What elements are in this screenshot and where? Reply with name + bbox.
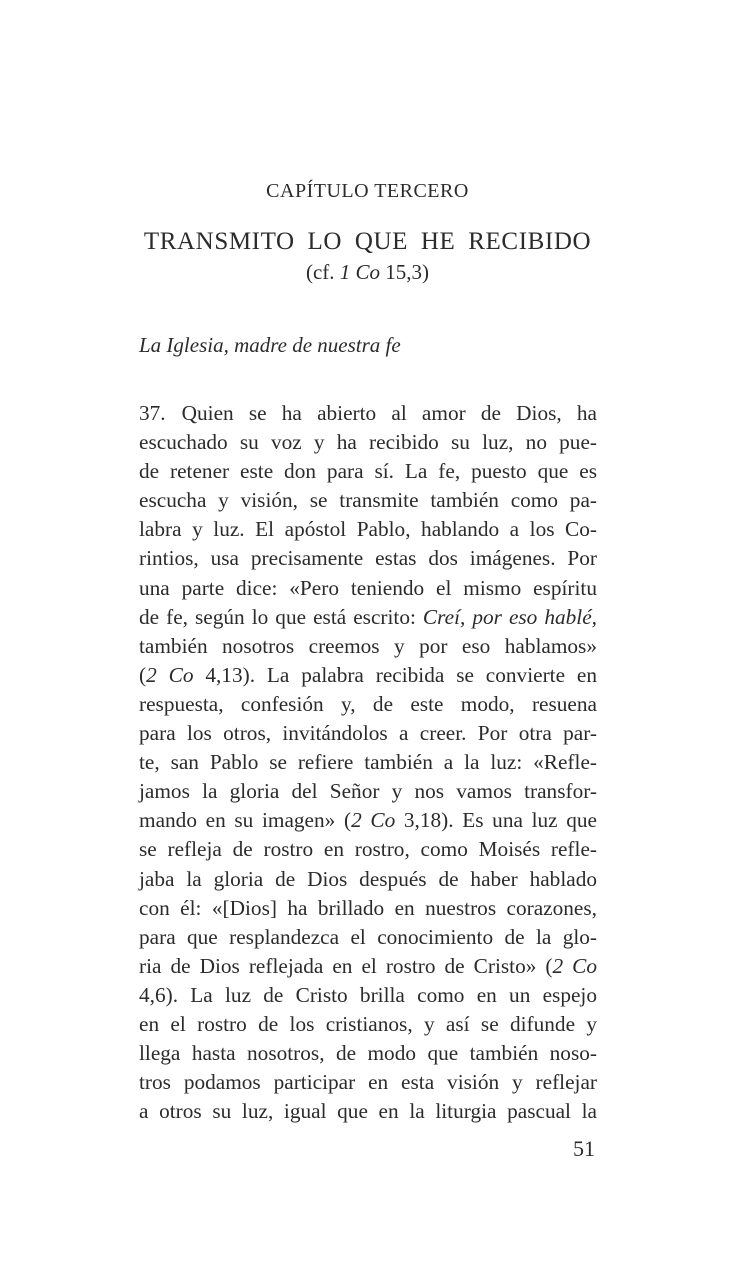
line-text: jaba la gloria de Dios después de haber hablado xyxy=(139,866,597,891)
reference-suffix: 15,3) xyxy=(380,260,430,284)
citation-italic: 2 Co xyxy=(146,662,194,687)
line-text: de retener este don para sí. La fe, puesto que es xyxy=(139,459,597,484)
body-line xyxy=(139,1068,597,1097)
body-line xyxy=(139,428,597,457)
body-line xyxy=(139,486,597,515)
chapter-label: CAPÍTULO TERCERO xyxy=(266,180,469,202)
citation-italic: Creí, por eso hablé, xyxy=(422,604,597,629)
body-line xyxy=(139,399,597,428)
body-line xyxy=(139,632,597,661)
body-line xyxy=(139,835,597,864)
line-text: escucha y visión, se transmite también como pa- xyxy=(139,488,597,513)
line-text: 4,13). La palabra recibida se convierte en xyxy=(193,662,598,687)
body-line xyxy=(139,1010,597,1039)
body-line xyxy=(139,981,597,1010)
line-text: a otros su luz, igual que en la liturgia pascual la xyxy=(139,1099,597,1124)
line-text: se refleja de rostro en rostro, como Moisés refle- xyxy=(139,837,597,862)
line-text: Quien se ha abierto al amor de Dios, ha xyxy=(181,401,597,425)
line-text: con él: «[Dios] ha brillado en nuestros corazones, xyxy=(139,895,597,920)
line-text: llega hasta nosotros, de modo que también noso- xyxy=(139,1041,597,1066)
body-line xyxy=(139,690,597,719)
body-line xyxy=(139,515,597,544)
body-line xyxy=(139,661,597,690)
body-line xyxy=(139,1097,597,1126)
line-text: rintios, usa precisamente estas dos imágenes. Por xyxy=(139,546,597,571)
body-line xyxy=(139,574,597,603)
line-text: 3,18). Es una luz que xyxy=(395,808,598,833)
citation-italic: 2 Co xyxy=(552,953,598,978)
body-line xyxy=(139,1039,597,1068)
paragraph-number: 37. xyxy=(139,401,166,425)
line-text: en el rostro de los cristianos, y así se difunde y xyxy=(139,1011,597,1036)
page-number: 51 xyxy=(573,1136,595,1161)
chapter-title: TRANSMITO LO QUE HE RECIBIDO xyxy=(143,228,592,255)
line-text: para que resplandezca el conocimiento de la glo- xyxy=(139,924,597,949)
paragraph-37 xyxy=(139,399,597,1126)
body-line xyxy=(139,952,597,981)
citation-italic: 2 Co xyxy=(351,808,396,833)
line-text: una parte dice: «Pero teniendo el mismo espíritu xyxy=(139,575,597,600)
body-line xyxy=(139,806,597,835)
line-text: escuchado su voz y ha recibido su luz, no pue- xyxy=(139,430,597,455)
line-text: mando en su imagen» ( xyxy=(139,808,352,833)
body-line xyxy=(139,894,597,923)
body-line xyxy=(139,719,597,748)
body-line xyxy=(139,923,597,952)
reference-book: 1 Co xyxy=(339,260,381,284)
chapter-reference xyxy=(0,260,735,285)
body-line xyxy=(139,603,597,632)
line-text: labra y luz. El apóstol Pablo, hablando a los Co- xyxy=(139,517,597,542)
line-text: para los otros, invitándolos a creer. Por otra par- xyxy=(139,721,597,746)
body-line xyxy=(139,865,597,894)
line-text: 4,6). La luz de Cristo brilla como en un espejo xyxy=(139,982,597,1007)
reference-prefix: (cf. xyxy=(305,260,340,284)
body-line xyxy=(139,457,597,486)
line-text: jamos la gloria del Señor y nos vamos transfor- xyxy=(139,779,597,804)
body-line xyxy=(139,748,597,777)
body-line xyxy=(139,544,597,573)
section-heading: La Iglesia, madre de nuestra fe xyxy=(139,333,401,357)
line-text: te, san Pablo se refiere también a la luz: «Refle- xyxy=(139,750,597,775)
line-text: de fe, según lo que está escrito: xyxy=(139,604,423,629)
line-text: ( xyxy=(139,662,147,687)
body-line xyxy=(139,777,597,806)
line-text: respuesta, confesión y, de este modo, resuena xyxy=(139,691,597,716)
line-text: también nosotros creemos y por eso hablamos» xyxy=(139,633,597,658)
line-text: tros podamos participar en esta visión y reflejar xyxy=(139,1070,597,1095)
line-text: ria de Dios reflejada en el rostro de Cristo» ( xyxy=(139,953,553,978)
